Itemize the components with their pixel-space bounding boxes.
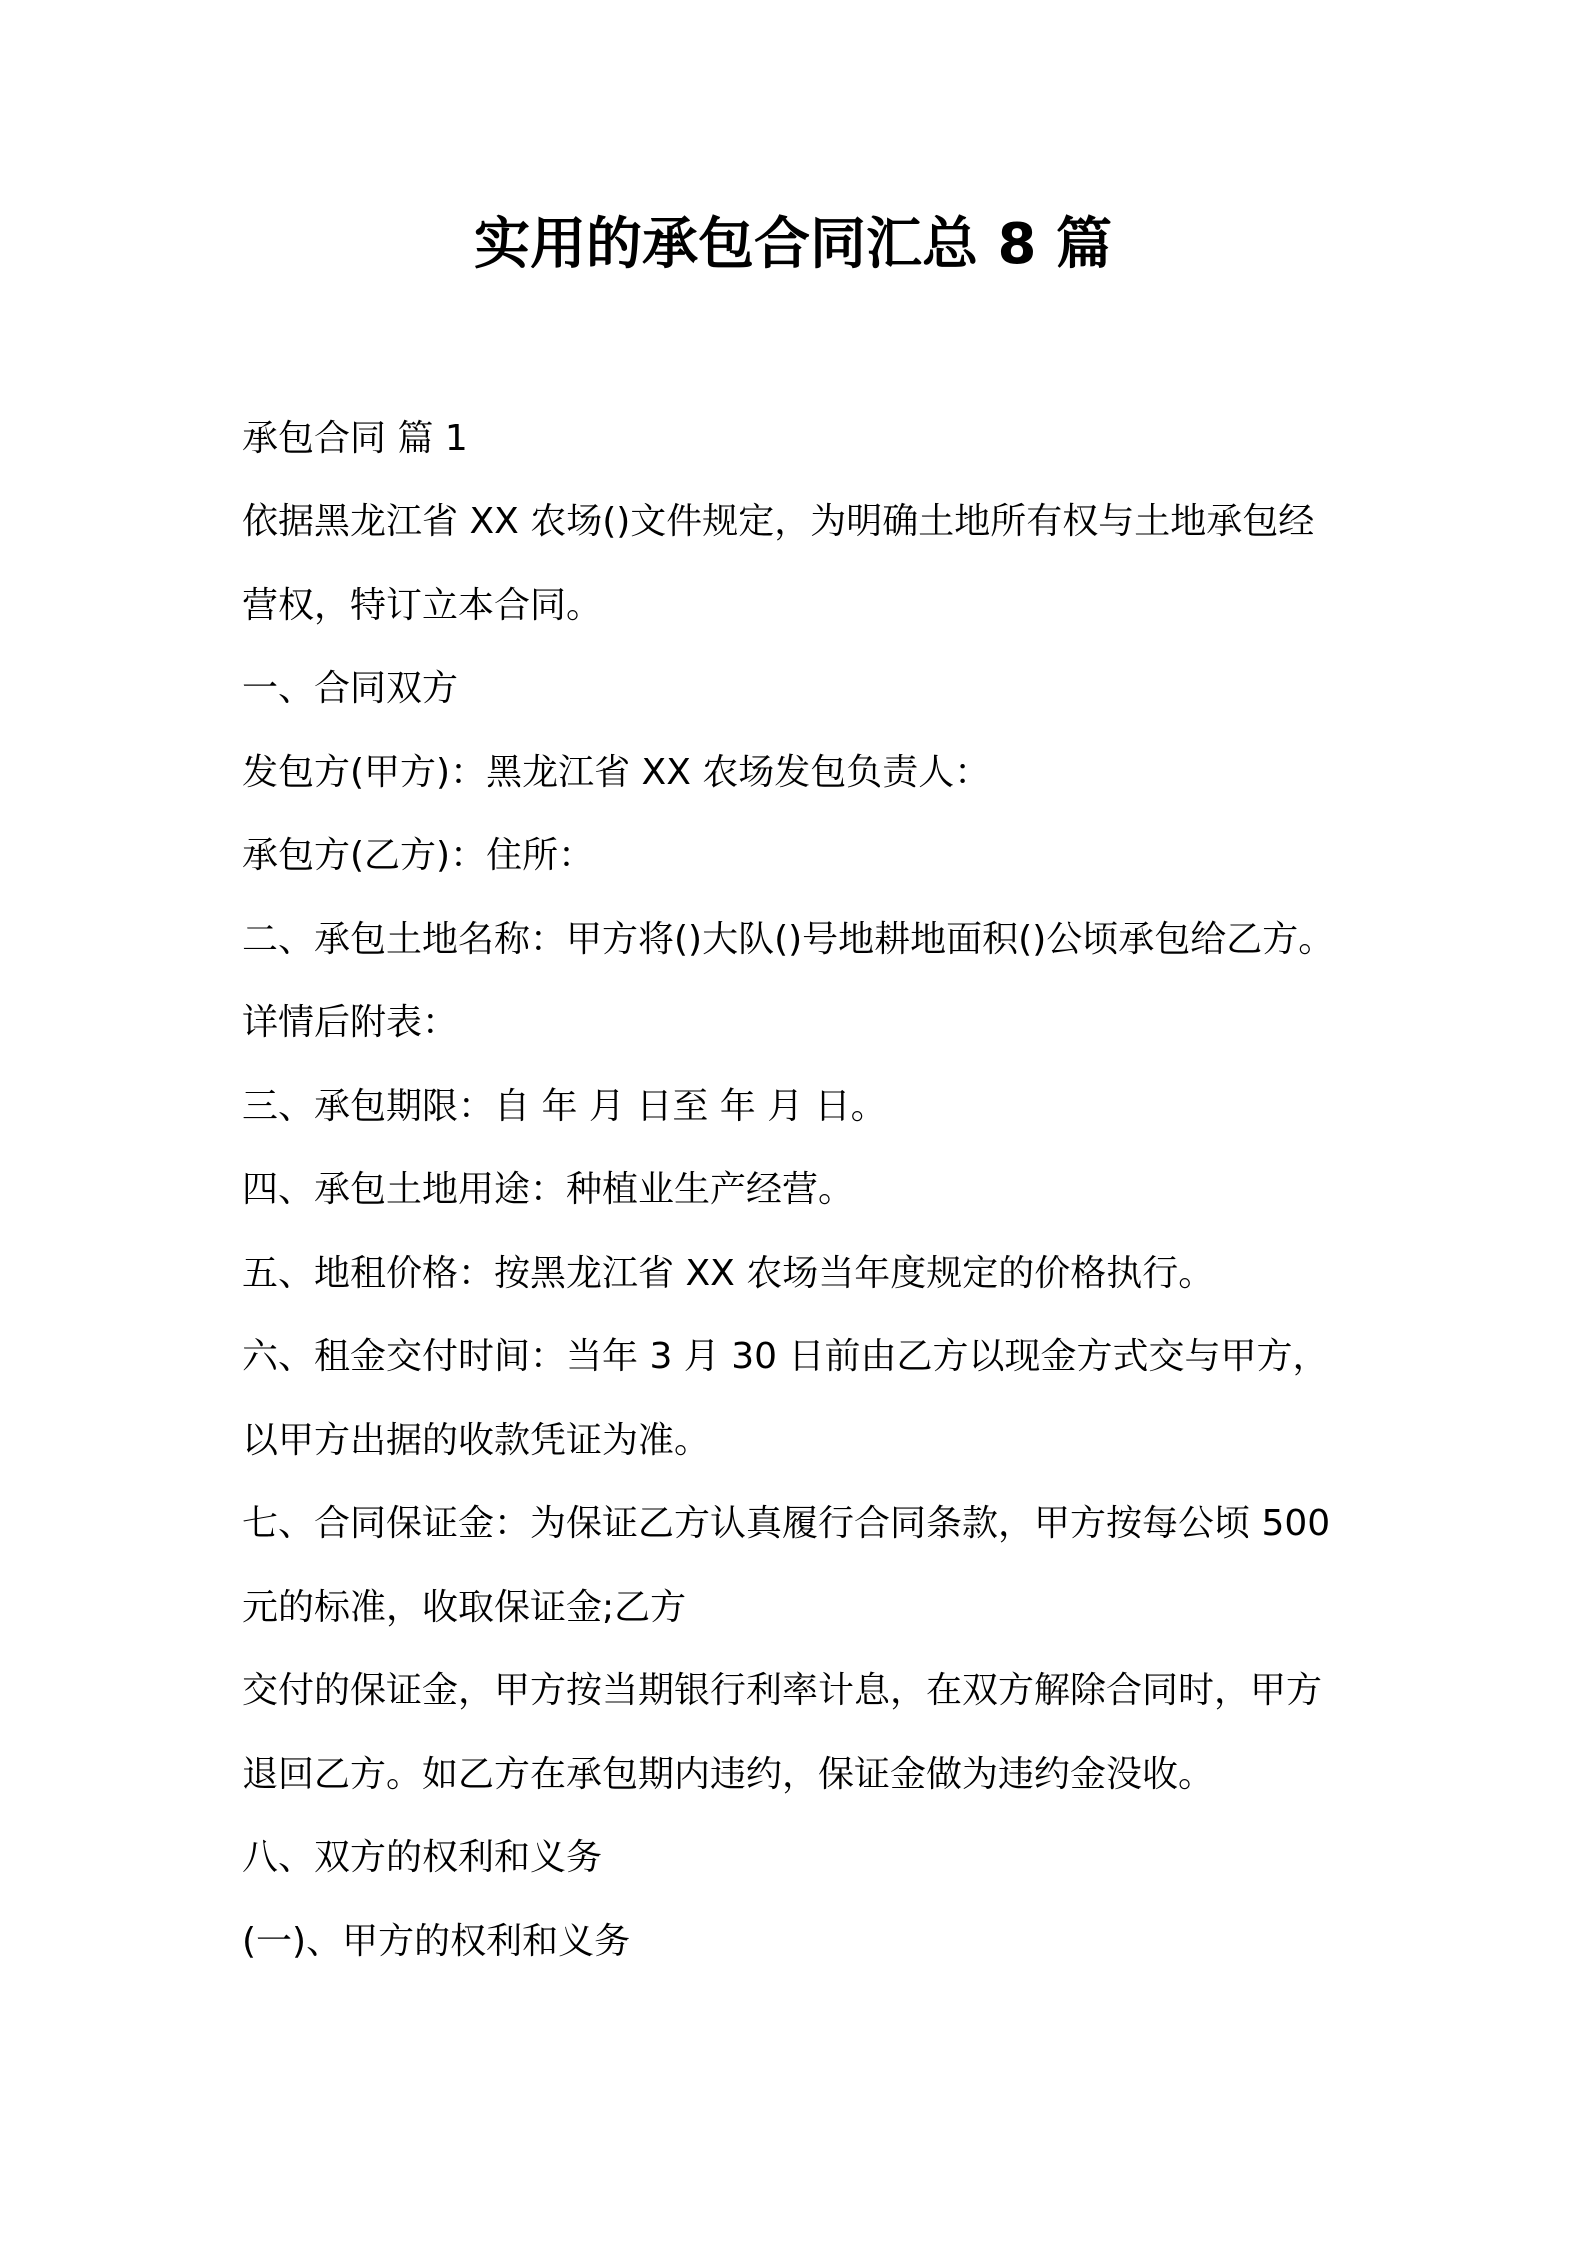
paragraph-line: 承包方(乙方)：住所： [242, 835, 595, 876]
paragraph-line: 详情后附表： [242, 1002, 459, 1043]
clause-line: 七、合同保证金：为保证乙方认真履行合同条款，甲方按每公顷 500 [242, 1503, 1331, 1544]
section-heading: 承包合同 篇 1 [242, 418, 468, 459]
clause-heading: 八、双方的权利和义务 [242, 1837, 603, 1878]
clause-line: 四、承包土地用途：种植业生产经营。 [242, 1169, 855, 1210]
sub-clause-heading: (一)、甲方的权利和义务 [242, 1921, 631, 1962]
paragraph-line: 发包方(甲方)：黑龙江省 XX 农场发包负责人： [242, 752, 991, 793]
clause-heading: 一、合同双方 [242, 668, 459, 709]
paragraph-line: 依据黑龙江省 XX 农场()文件规定，为明确土地所有权与土地承包经 [242, 501, 1315, 542]
paragraph-line: 营权，特订立本合同。 [242, 585, 603, 626]
clause-line: 二、承包土地名称：甲方将()大队()号地耕地面积()公顷承包给乙方。 [242, 919, 1335, 960]
paragraph-line: 以甲方出据的收款凭证为准。 [242, 1420, 711, 1461]
clause-line: 六、租金交付时间：当年 3 月 30 日前由乙方以现金方式交与甲方， [242, 1336, 1329, 1377]
clause-line: 三、承包期限：自 年 月 日至 年 月 日。 [242, 1086, 887, 1127]
paragraph-line: 退回乙方。如乙方在承包期内违约，保证金做为违约金没收。 [242, 1754, 1215, 1795]
paragraph-line: 交付的保证金，甲方按当期银行利率计息，在双方解除合同时，甲方 [242, 1670, 1323, 1711]
paragraph-line: 元的标准，收取保证金;乙方 [242, 1587, 687, 1628]
document-title: 实用的承包合同汇总 8 篇 [474, 212, 1112, 277]
clause-line: 五、地租价格：按黑龙江省 XX 农场当年度规定的价格执行。 [242, 1253, 1215, 1294]
